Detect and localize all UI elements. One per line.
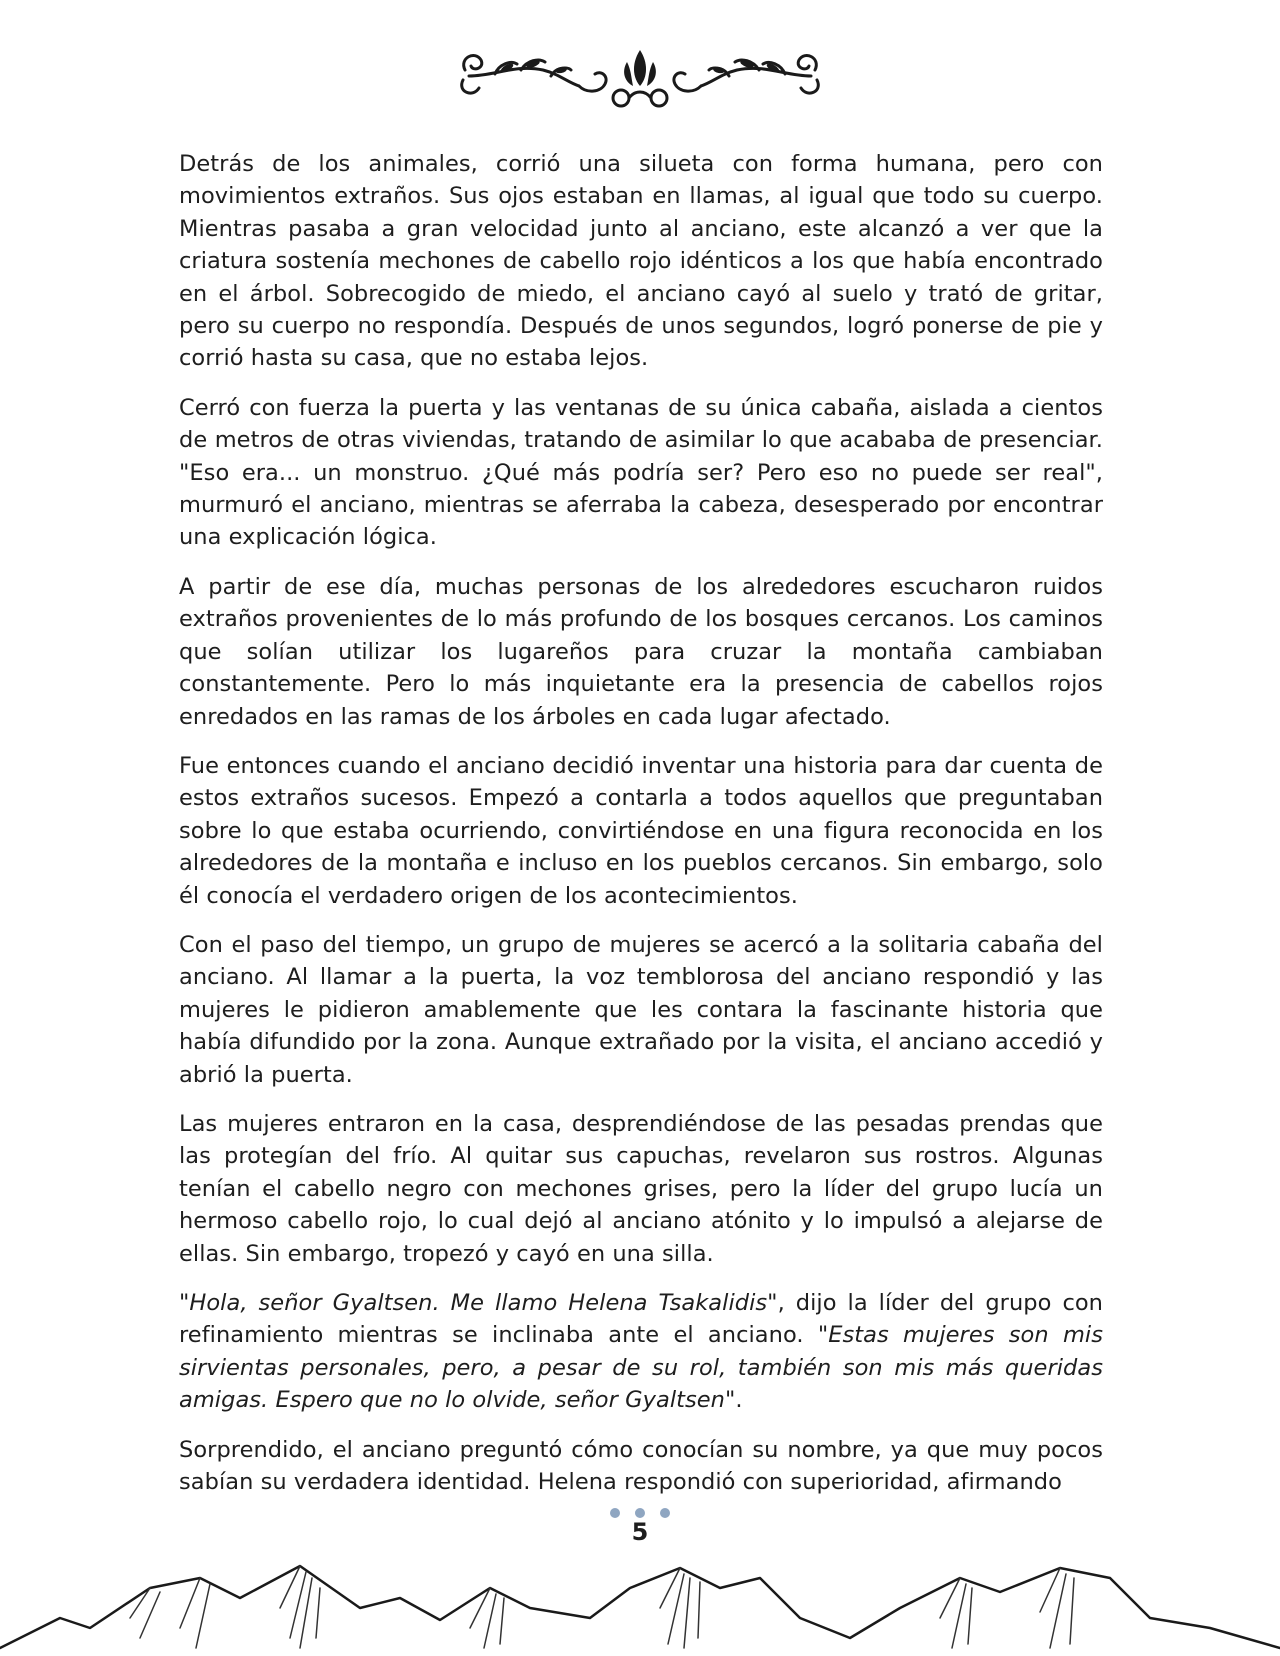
floral-flourish-ornament <box>455 40 825 112</box>
paragraph-8: Sorprendido, el anciano preguntó cómo conocían su nombre, ya que muy pocos sabían su verdadera identidad. Helena respondió con superioridad, afirmando <box>179 1436 1103 1496</box>
paragraph-4: Fue entonces cuando el anciano decidió inventar una historia para dar cuenta de estos extraños sucesos. Empezó a contarla a todos aquellos que preguntaban sobre lo que estaba ocurriendo, convirtiéndose en una figura reconocida en los alrededores de la montaña e incluso en los pueblos cercanos. Sin embargo, solo él conocía el verdadero origen de los acontecimientos. <box>179 752 1103 909</box>
paragraph-1: Detrás de los animales, corrió una silueta con forma humana, pero con movimientos extraños. Sus ojos estaban en llamas, al igual que todo su cuerpo. Mientras pasaba a gran velocidad junto al anciano, este alcanzó a ver que la criatura sostenía mechones de cabello rojo idénticos a los que había encontrado en el árbol. Sobrecogido de miedo, el anciano cayó al suelo y trató de gritar, pero su cuerpo no respondía. Después de unos segundos, logró ponerse de pie y corrió hasta su casa, que no estaba lejos. <box>179 151 1103 372</box>
story-text <box>179 148 1103 1498</box>
dot-icon <box>660 1508 670 1518</box>
paragraph-5: Con el paso del tiempo, un grupo de mujeres se acercó a la solitaria cabaña del anciano. Al llamar a la puerta, la voz temblorosa del anciano respondió y las mujeres le pidieron amablemente que les contara la fascinante historia que había difundido por la zona. Aunque extrañado por la visita, el anciano accedió y abrió la puerta. <box>179 931 1103 1088</box>
dot-icon <box>635 1508 645 1518</box>
paragraph-3: A partir de ese día, muchas personas de los alrededores escucharon ruidos extraños provenientes de lo más profundo de los bosques cercanos. Los caminos que solían utilizar los lugareños para cruzar la montaña cambiaban constantemente. Pero lo más inquietante era la presencia de cabellos rojos enredados en las ramas de los árboles en cada lugar afectado. <box>179 573 1103 730</box>
paragraph-2: Cerró con fuerza la puerta y las ventanas de su única cabaña, aislada a cientos de metros de otras viviendas, tratando de asimilar lo que acababa de presenciar. "Eso era... un monstruo. ¿Qué más podría ser? Pero eso no puede ser real", murmuró el anciano, mientras se aferraba la cabeza, desesperado por encontrar una explicación lógica. <box>179 394 1103 551</box>
paragraph-6: Las mujeres entraron en la casa, desprendiéndose de las pesadas prendas que las protegían del frío. Al quitar sus capuchas, revelaron sus rostros. Algunas tenían el cabello negro con mechones grises, pero la líder del grupo lucía un hermoso cabello rojo, lo cual dejó al anciano atónito y lo impulsó a alejarse de ellas. Sin embargo, tropezó y cayó en una silla. <box>179 1110 1103 1267</box>
page-number: 5 <box>631 1518 649 1546</box>
dialogue-paragraph <box>179 1287 1103 1417</box>
dialogue-end: . <box>735 1387 743 1414</box>
mountain-range-illustration <box>0 1548 1280 1656</box>
dialogue-narration: , dijo la líder del grupo con refinamiento mientras se inclinaba ante el anciano. <box>179 1290 1103 1349</box>
dialogue-quote-2: "Estas mujeres son mis sirvientas personales, pero, a pesar de su rol, también son mis más queridas amigas. Espero que no lo olvide, señor Gyaltsen" <box>179 1322 1103 1414</box>
dot-icon <box>610 1508 620 1518</box>
dialogue-quote-1: "Hola, señor Gyaltsen. Me llamo Helena Tsakalidis" <box>179 1290 778 1316</box>
